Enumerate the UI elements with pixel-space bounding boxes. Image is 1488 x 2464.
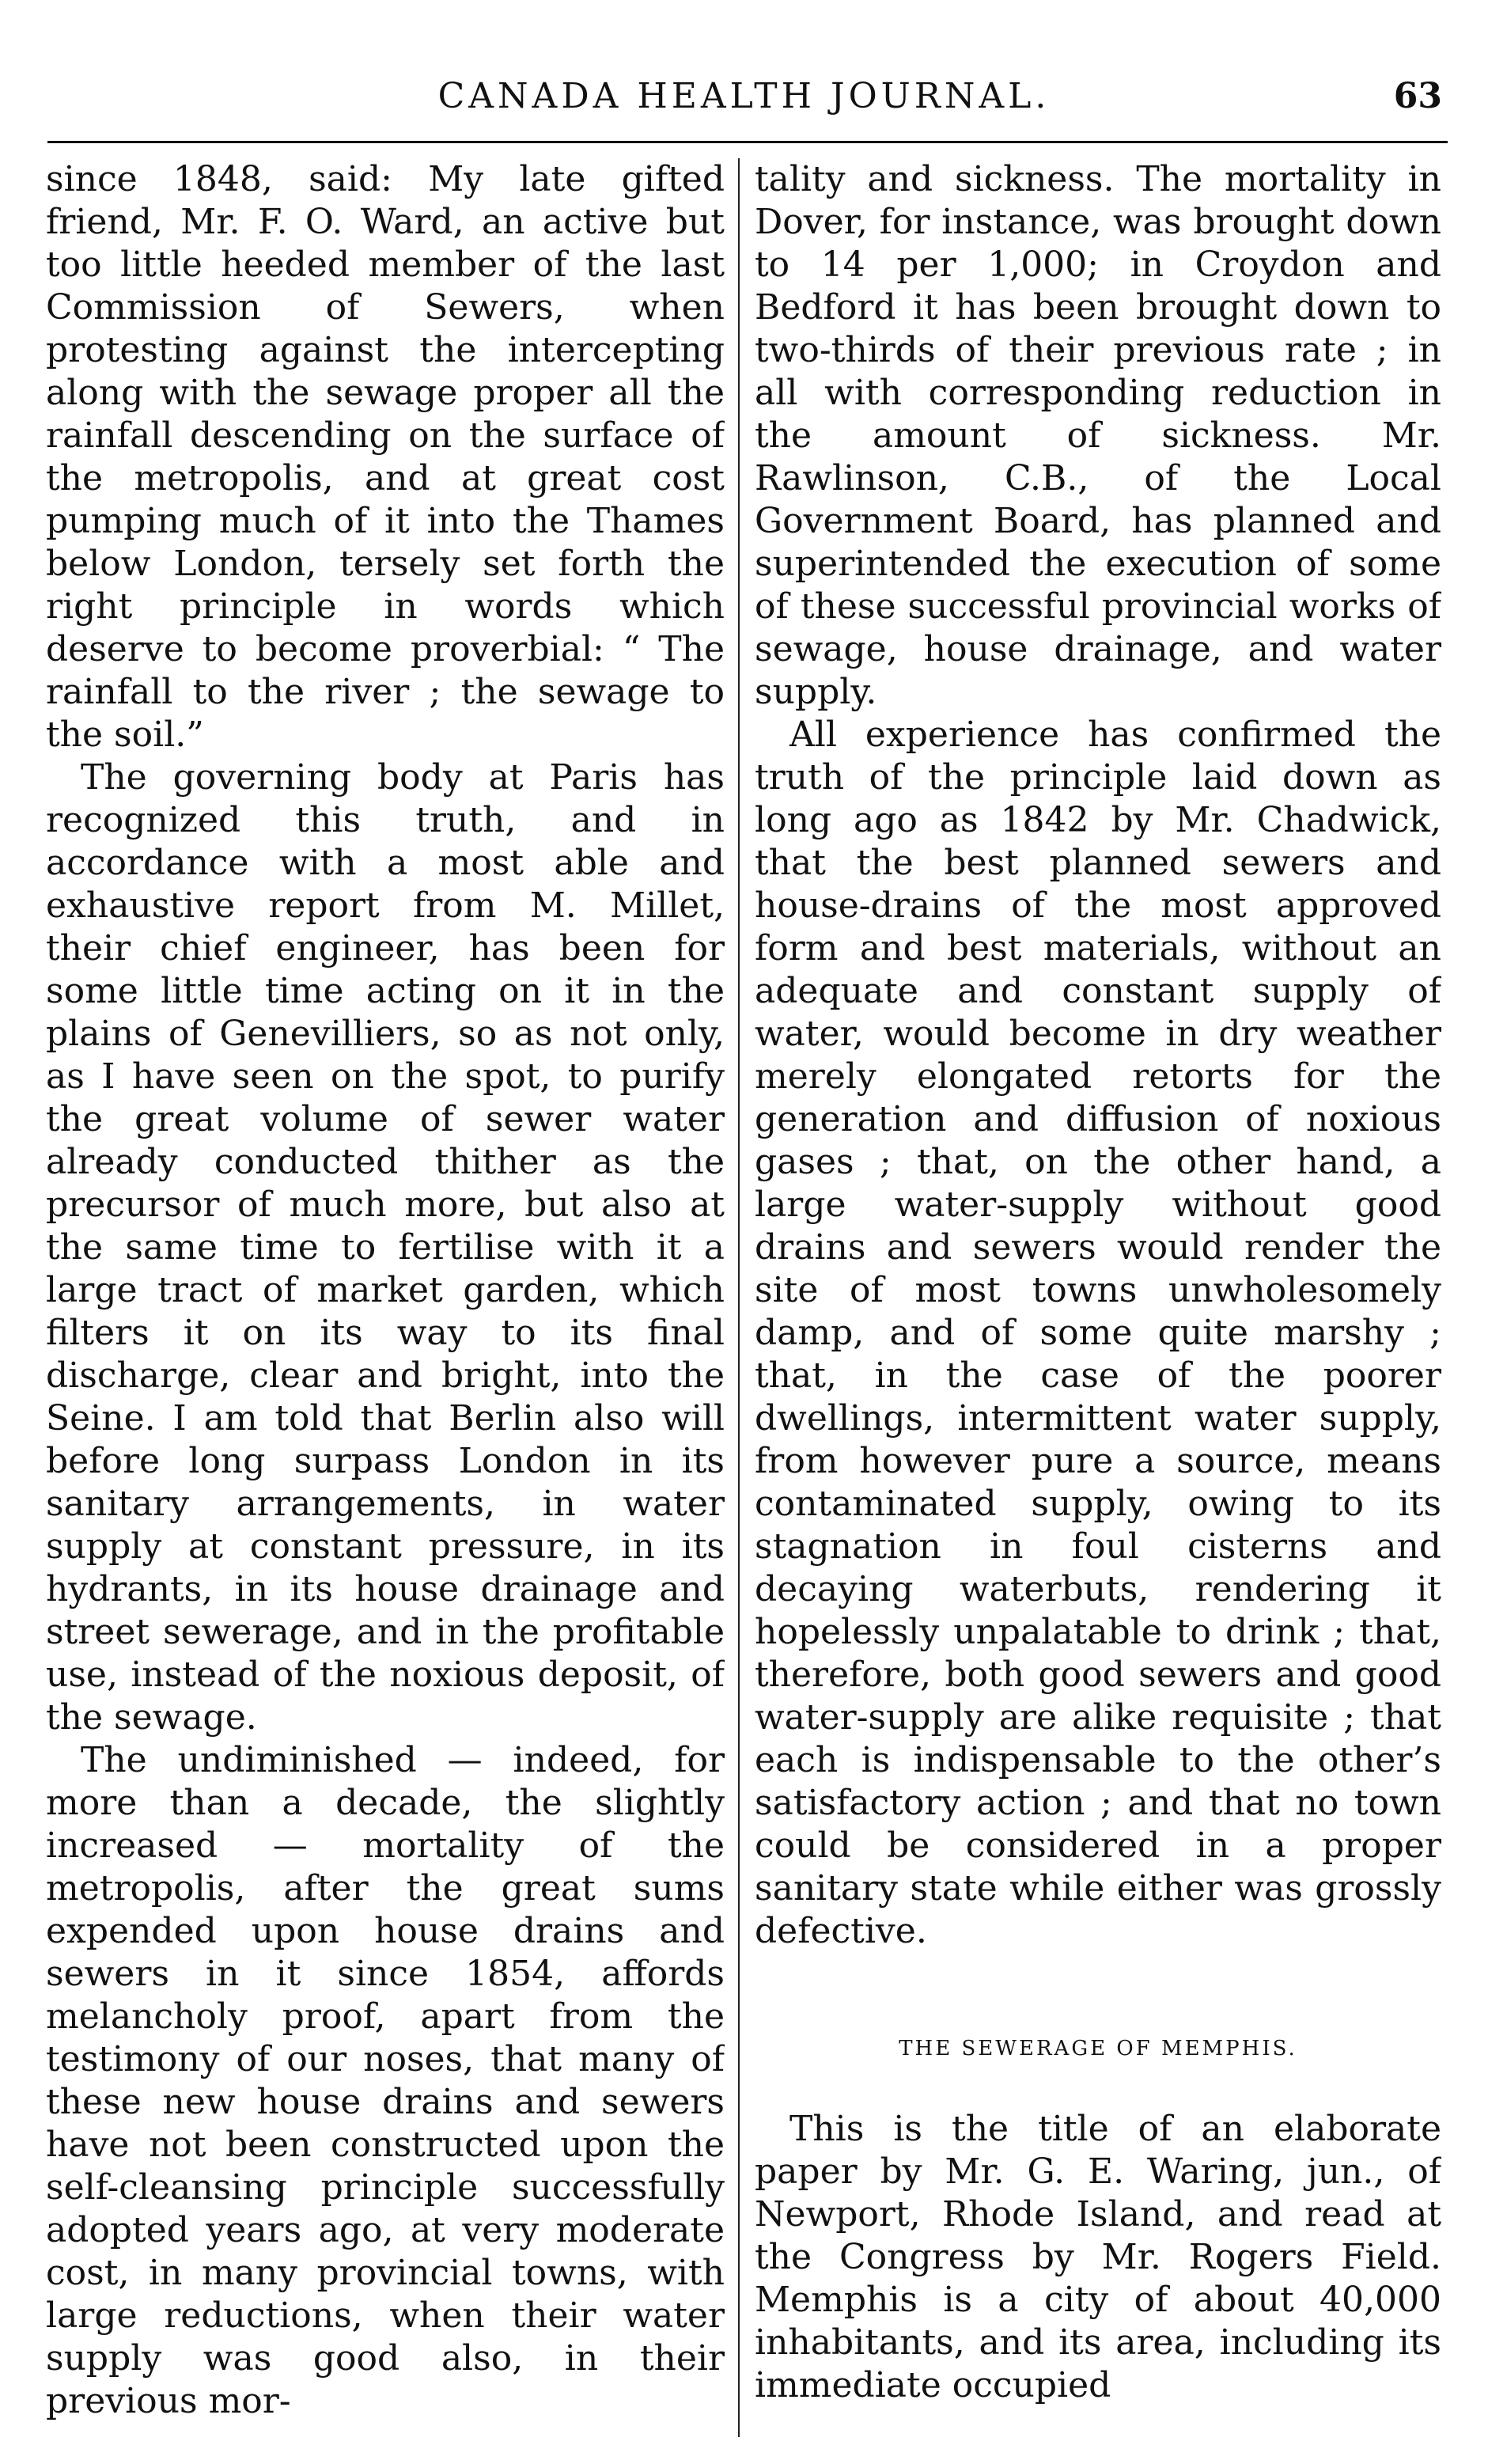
paragraph-experience: All experience has confirmed the truth of the principle laid down as long ago as 1842 by Mr. Chadwick, that the best planned sewers and house-drains of the most approved form and best materials, without an adequate and constant supply of water, would become in dry weather merely elongated retorts for the generation and diffusion of noxious gases ; that, on the other hand, a large water-supply without good drains and sewers would render the site of most towns unwholesomely damp, and of some quite marshy ; that, in the case of the poorer dwellings, intermittent water supply, from however pure a source, means contaminated supply, owing to its stagnation in foul cisterns and decaying waterbuts, rendering it hopelessly unpalatable to drink ; that, therefore, both good sewers and good water-supply are alike requisite ; that each is indispensable to the other’s satisfactory action ; and that no town could be considered in a proper sanitary state while either was grossly defective.	[755, 715, 1441, 1951]
right-column	[755, 158, 1441, 2437]
header-rule	[47, 141, 1448, 143]
paragraph-mortality: The undiminished — indeed, for more than a decade, the slightly increased — mortality of the metropolis, after the great sums expended upon house drains and sewers in it since 1854, affords melancholy proof, apart from the testimony of our noses, that many of these new house drains and sewers have not been constructed upon the self-cleansing principle successfully adopted years ago, at very moderate cost, in many provincial towns, with large reductions, when their water supply was good also, in their previous mor-	[46, 1740, 725, 2421]
running-head	[0, 76, 1488, 131]
paragraph-continued: since 1848, said: My late gifted friend, Mr. F. O. Ward, an active but too little heeded member of the last Commission of Sewers, when protesting against the intercepting along with the sewage proper all the rainfall descending on the surface of the metropolis, and at great cost pumping much of it into the Thames below London, tersely set forth the right principle in words which deserve to become proverbial: “ The rainfall to the river ; the sewage to the soil.”	[46, 159, 725, 755]
paragraph-paris: The governing body at Paris has recognized this truth, and in accordance with a most able and exhaustive report from M. Millet, their chief engineer, has been for some little time acting on it in the plains of Genevilliers, so as not only, as I have seen on the spot, to purify the great volume of sewer water already conducted thither as the precursor of much more, but also at the same time to fertilise with it a large tract of market garden, which filters it on its way to its final discharge, clear and bright, into the Seine. I am told that Berlin also will before long surpass London in its sanitary arrangements, in water supply at constant pressure, in its hydrants, in its house drainage and street sewerage, and in the profitable use, instead of the noxious deposit, of the sewage.	[46, 757, 725, 1738]
journal-title: CANADA HEALTH JOURNAL.	[437, 76, 1051, 116]
column-divider	[738, 158, 740, 2437]
section-heading: THE SEWERAGE OF MEMPHIS.	[899, 2037, 1297, 2060]
paragraph-mortality-continued: tality and sickness. The mortality in Dover, for instance, was brought down to 14 per 1,000; in Croydon and Bedford it has been brought down to two-thirds of their previous rate ; in all with corresponding reduction in the amount of sickness. Mr. Rawlinson, C.B., of the Local Government Board, has planned and superintended the execution of some of these successful provincial works of sewage, house drainage, and water supply.	[755, 159, 1441, 712]
paragraph-memphis: This is the title of an elaborate paper by Mr. G. E. Waring, jun., of Newport, Rhode Island, and read at the Congress by Mr. Rogers Field. Memphis is a city of about 40,000 inhabitants, and its area, including its immediate occupied	[755, 2109, 1441, 2405]
left-column	[46, 158, 725, 2437]
page-number: 63	[1393, 76, 1442, 116]
